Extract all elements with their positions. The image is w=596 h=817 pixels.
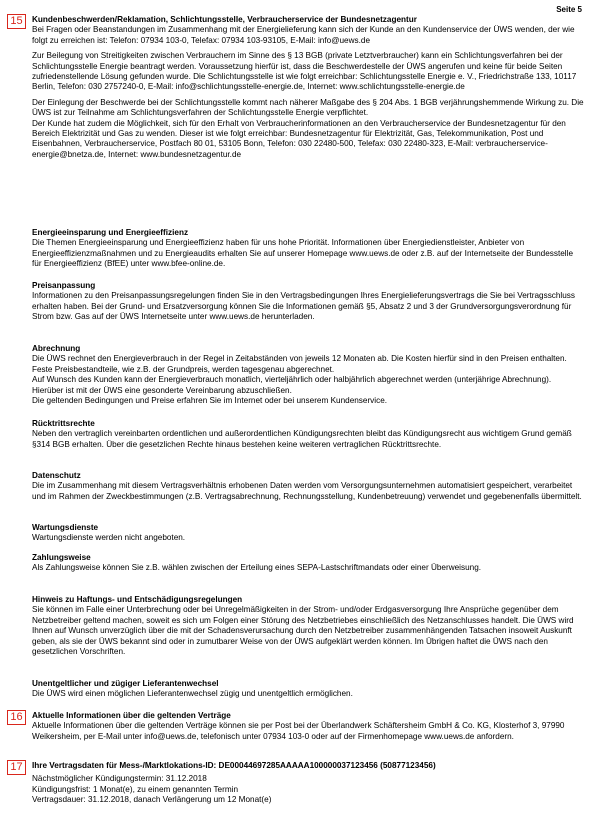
complaints-paragraph-contact: Bei Fragen oder Beanstandungen im Zusammenhang mit der Energielieferung kann sich der Kunde an den Kundenservice der ÜWS wenden, der wie folgt zu erreichen ist: Telefon: 07934 103-0, Telefax: 07934 103-93105, E-Mail: info@uews.de (32, 25, 575, 45)
section-price-adjustment (32, 281, 584, 323)
energy-efficiency-text: Die Themen Energieeinsparung und Energieeffizienz haben für uns hohe Priorität. Informationen über Energiedienstleister, Anbieter von Energieeffizienzmaßnahmen und zu Energieaudits erhalten Sie auf unserer Homepage www.uews.de oder z.B. auf der Internetseite der Bundesstelle für Energieeffizienz (BfEE) unter www.bfee-online.de. (32, 238, 573, 269)
contract-notice-period: Kündigungsfrist: 1 Monat(e), zu einem genannten Termin (32, 784, 239, 794)
payment-title: Zahlungsweise (32, 553, 91, 562)
complaints-paragraph-arbitration: Zur Beilegung von Streitigkeiten zwischen Verbrauchern im Sinne des § 13 BGB (private Letztverbraucher) kann ein Schlichtungsverfahren bei der Schlichtungsstelle Energie beantragt werden. Voraussetzung hierfür ist, dass die Beschwerdestelle der ÜWS angerufen und keine für beide Seiten zufriedenstellende Lösung gefunden wurde. Die Schlichtungsstelle ist wie folgt erreichbar: Schlichtungsstelle Energie e. V., Friedrichstraße 133, 10117 Berlin, Telefon: 030 2757240-0, E-Mail: info@schlichtungsstelle-energie.de, Internet: www.schlichtungsstelle-energie.de (32, 51, 577, 92)
section-complaints (10, 15, 584, 160)
section-current-contracts (10, 711, 584, 742)
section-data-protection (32, 471, 584, 502)
complaints-paragraph-bnetza: Der Kunde hat zudem die Möglichkeit, sich für den Erhalt von Verbraucherinformationen an den Verbraucherservice der Bundesnetzagentur für den Bereich Elektrizität und Gas zu wenden. Dieser ist wie folgt erreichbar: Bundesnetzagentur für Elektrizität, Gas, Telekommunikation, Post und Eisenbahnen, Verbraucherservice, Postfach 80 01, 53105 Bonn, Telefon: 030 22480-500, Telefax: 030 22480-323, E-Mail: verbraucherservice-energie@bnetza.de, Internet: www.bundesnetzagentur.de (32, 118, 566, 159)
section-number-17: 17 (7, 760, 26, 775)
supplier-switch-title: Unentgeltlicher und zügiger Lieferantenwechsel (32, 679, 219, 688)
current-contracts-text: Aktuelle Informationen über die geltenden Verträge können sie per Post bei der Überlandwerk Schäftersheim GmbH & Co. KG, Klosterhof 3, 97990 Weikersheim, per E-Mail unter info@uews.de, telefonisch unter 07934 103-0 oder auf der Firmenhomepage www.uews.de anfordern. (32, 721, 565, 741)
liability-title: Hinweis zu Haftungs- und Entschädigungsregelungen (32, 595, 243, 604)
page-number: Seite 5 (556, 5, 582, 14)
section-maintenance (32, 523, 584, 544)
section-billing (32, 344, 584, 406)
contract-next-termination: Nächstmöglicher Kündigungstermin: 31.12.2018 (32, 774, 207, 784)
section-title-complaints: Kundenbeschwerden/Reklamation, Schlichtungsstelle, Verbraucherservice der Bundesnetzagentur (32, 15, 417, 24)
section-contract-data (10, 761, 584, 806)
withdrawal-rights-title: Rücktrittsrechte (32, 419, 95, 428)
section-number-16: 16 (7, 710, 26, 725)
data-protection-text: Die im Zusammenhang mit diesem Vertragsverhältnis erhobenen Daten werden vom Versorgungsunternehmen automatisiert gespeichert, verarbeitet und im Rahmen der Zweckbestimmungen (z.B. Vertragsabrechnung, Rechnungsstellung, Kundenbetreuung) verwendet und gegebenenfalls übermittelt. (32, 481, 582, 501)
data-protection-title: Datenschutz (32, 471, 81, 480)
energy-efficiency-title: Energieeinsparung und Energieeffizienz (32, 228, 189, 237)
liability-text: Sie können im Falle einer Unterbrechung oder bei Unregelmäßigkeiten in der Strom- und/oder Erdgasversorgung Ihre Ansprüche gegenüber dem Netzbetreiber geltend machen, soweit es sich um Folgen einer Störung des Netzbetriebes einschließlich des Netzanschlusses handelt. Die ÜWS wird Ihnen auf Wunsch unverzüglich über die mit der Schadensverursachung durch den Netzbetreiber zusammenhängenden Tatsachen insoweit Auskunft geben, als sie der ÜWS bekannt sind oder in zumutbarer Weise von der ÜWS aufgeklärt werden können. Im Übrigen haftet die ÜWS nach den gesetzlichen Vorschriften. (32, 605, 574, 657)
section-liability (32, 595, 584, 657)
current-contracts-title: Aktuelle Informationen über die geltenden Verträge (32, 711, 231, 720)
section-supplier-switch (32, 679, 584, 700)
maintenance-text: Wartungsdienste werden nicht angeboten. (32, 533, 186, 543)
contract-duration: Vertragsdauer: 31.12.2018, danach Verlängerung um 12 Monat(e) (32, 795, 272, 805)
billing-paragraph-3: Die geltenden Bedingungen und Preise erfahren Sie im Internet oder bei unserem Kundenservice. (32, 396, 388, 406)
maintenance-title: Wartungsdienste (32, 523, 99, 532)
section-number-15: 15 (7, 14, 26, 29)
billing-title: Abrechnung (32, 344, 81, 353)
payment-text: Als Zahlungsweise können Sie z.B. wählen zwischen der Erteilung eines SEPA-Lastschriftmandats oder einer Überweisung. (32, 563, 482, 573)
complaints-paragraph-limitation: Der Einlegung der Beschwerde bei der Schlichtungsstelle kommt nach näherer Maßgabe des § 204 Abs. 1 BGB verjährungshemmende Wirkung zu. Die ÜWS ist zur Teilnahme am Schlichtungsverfahren der Schlichtungsstelle Energie verpflichtet. (32, 97, 584, 118)
section-payment (32, 553, 584, 574)
billing-paragraph-1: Die ÜWS rechnet den Energieverbrauch in der Regel in Zeitabständen von jeweils 12 Monaten ab. Die Kosten hierfür sind in den Preisen enthalten. Feste Preisbestandteile, wie z.B. der Grundpreis, werden tagesgenau abgerechnet. (32, 354, 567, 374)
section-withdrawal-rights (32, 419, 584, 450)
contract-data-title: Ihre Vertragsdaten für Mess-/Marktlokations-ID: DE00044697285AAAAA100000037123456 (50877123456) (32, 761, 436, 770)
price-adjustment-text: Informationen zu den Preisanpassungsregelungen finden Sie in den Vertragsbedingungen Ihres Energielieferungsvertrags die Sie bei Vertragsschluss erhalten haben. Bei der Grund- und Ersatzversorgung können Sie die Informationen gemäß §5, Absatz 2 und 3 der Grundversorgungsverordnung für Strom bzw. Gas auf der ÜWS Internetseite unter www.uews.de herunterladen. (32, 291, 575, 322)
section-energy-efficiency (32, 228, 584, 270)
withdrawal-rights-text: Neben den vertraglich vereinbarten ordentlichen und außerordentlichen Kündigungsrechten bleibt das Kündigungsrecht aus wichtigem Grund gemäß §314 BGB erhalten. Über die gesetzlichen Rechte hinaus bestehen keine weiteren vertraglichen Rücktrittsrechte. (32, 429, 572, 449)
billing-paragraph-2: Auf Wunsch des Kunden kann der Energieverbrauch monatlich, vierteljährlich oder halbjährlich abgerechnet werden (unterjährige Abrechnung). Hierüber ist mit der ÜWS eine gesonderte Vereinbarung abzuschließen. (32, 375, 552, 395)
supplier-switch-text: Die ÜWS wird einen möglichen Lieferantenwechsel zügig und unentgeltlich ermöglichen. (32, 689, 353, 699)
price-adjustment-title: Preisanpassung (32, 281, 96, 290)
